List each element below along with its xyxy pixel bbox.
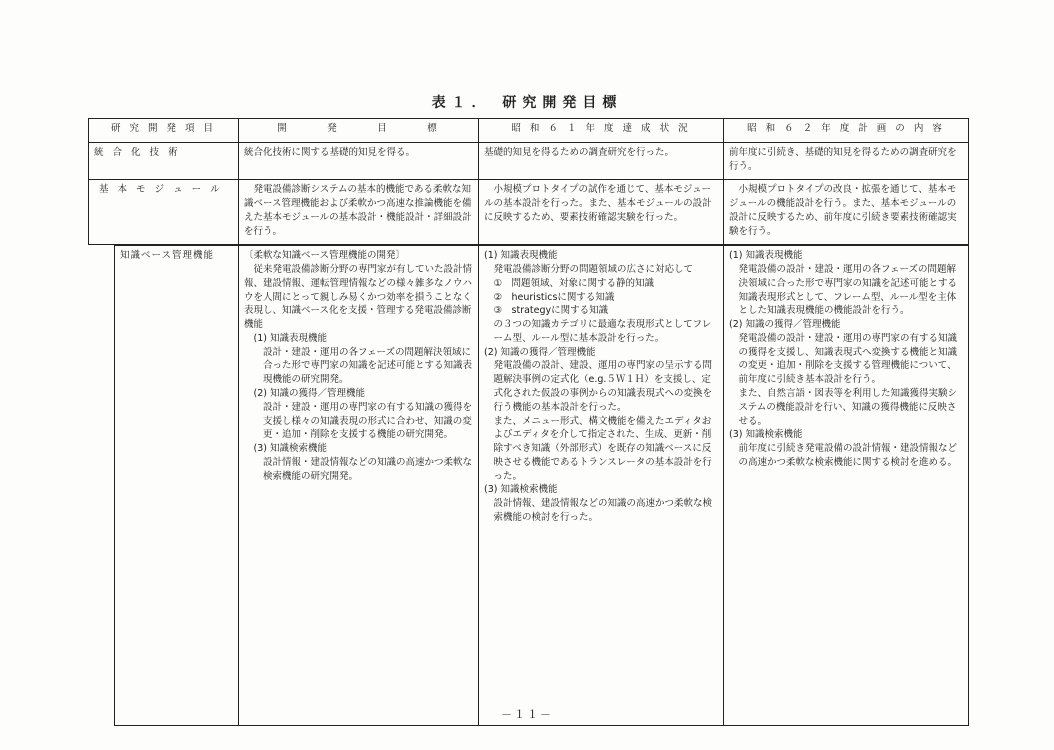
section-body: 発電設備の設計、建設、運用の専門家の呈示する問題解決事例の定式化（e.g.５Ｗ１Ｈ）を支援し、定式化された仮設の事例からの知識表現式への変換を行う機能の基本設計を行った。 (493, 360, 713, 413)
sub-plan-column (724, 246, 969, 726)
section-tail: の３つの知識カテゴリに最適な表現形式としてフレーム型、ルール型に基本設計を行った。 (493, 319, 712, 344)
status-section (484, 483, 718, 524)
row-plan-integration: 前年度に引続き、基礎的知見を得るための調査研究を行う。 (724, 142, 969, 180)
row-status-integration: 基礎的知見を得るための調査研究を行った。 (479, 142, 724, 180)
section-number: (1) (484, 250, 498, 262)
research-goals-table (88, 118, 969, 726)
status-bullet: ② heuristicsに関する知識 (493, 291, 615, 303)
knowledge-base-subtable (89, 245, 970, 726)
section-number: (2) (729, 319, 743, 331)
status-section (484, 249, 718, 345)
section-body: 設計情報・建設情報などの知識の高速かつ柔軟な検索機能の研究開発。 (263, 456, 473, 482)
page-number: －１１－ (501, 708, 553, 721)
column-header-plan: 昭 和 ６ ２ 年 度 計 画 の 内 容 (724, 119, 969, 143)
table-row (89, 142, 969, 180)
section-title: 知識の獲得／管理機能 (500, 346, 596, 358)
section-number: (2) (253, 388, 267, 400)
section-title: 知識の獲得／管理機能 (745, 319, 841, 331)
row-item-basic-module: 基 本 モ ジ ュ ー ル (89, 180, 239, 245)
goal-section (244, 387, 473, 442)
nested-cell-wrapper (89, 245, 969, 727)
spacer-cell (89, 246, 115, 726)
row-status-basic-module: 小規模プロトタイプの試作を通じて、基本モジュールの基本設計を行った。また、基本モジュールの設計に反映するため、要素技術確認実験を行った。 (479, 180, 724, 245)
page-title: 表１． 研究開発目標 (431, 95, 623, 111)
section-title: 知識表現機能 (745, 250, 803, 262)
goal-section (244, 332, 473, 387)
row-plan-basic-module: 小規模プロトタイプの改良・拡張を通じて、基本モジュールの機能設計を行う。また、基本モジュールの設計に反映するため、前年度に引続き要素技術確認実験を行う。 (724, 180, 969, 245)
section-body: 設計情報、建設情報などの知識の高速かつ柔軟な検索機能の検討を行った。 (493, 498, 713, 523)
subtable-row (89, 246, 969, 726)
row-item-integration: 統 合 化 技 術 (89, 142, 239, 180)
section-body: また、自然言語・図表等を利用した知識獲得実験システムの機能設計を行い、知識の獲得機能に反映させる。 (738, 388, 958, 427)
section-number: (3) (484, 484, 498, 496)
section-lead: 発電設備診断分野の問題領域の広さに対応して (493, 264, 694, 276)
status-section (484, 346, 718, 484)
plan-section (729, 249, 963, 318)
section-title: 知識表現機能 (500, 250, 558, 262)
goal-section (244, 442, 473, 483)
row-goal-integration: 統合化技術に関する基礎的知見を得る。 (239, 142, 479, 180)
section-body: 設計・建設・運用の各フェーズの問題解決領域に合った形で専門家の知識を記述可能とする知識表現機能の研究開発。 (263, 346, 473, 386)
row-goal-basic-module: 発電設備診断システムの基本的機能である柔軟な知識ベース管理機能および柔軟かつ高速な推論機能を備えた基本モジュールの基本設計・機能設計・詳細設計を行う。 (239, 180, 479, 245)
section-title: 知識検索機能 (745, 429, 803, 441)
section-number: (2) (484, 346, 498, 358)
section-body: 発電設備の設計・建設・運用の専門家の有する知識の獲得を支援し、知識表現式へ変換する機能と知識の変更・追加・削除を支援する管理機能について、前年度に引続き基本設計を行う。 (738, 332, 958, 386)
sub-status-column (479, 246, 724, 726)
sublabel-knowledge-base: 知識ベース管理機能 (115, 246, 239, 726)
section-body: また、メニュー形式、構文機能を備えたエディタおよびエディタを介して指定された、生成、更新・削除すべき知識（外部形式）を既存の知識ベースに反映させる機能であるトランスレータの基本設計を行った。 (493, 415, 712, 482)
section-body: 前年度に引続き発電設備の設計情報・建設情報などの高速かつ柔軟な検索機能に関する検討を進める。 (738, 443, 958, 468)
table-row (89, 180, 969, 245)
plan-section (729, 318, 963, 428)
column-header-goal: 開 発 目 標 (239, 119, 479, 143)
section-title: 知識の獲得／管理機能 (270, 388, 366, 400)
status-bullet: ③ strategyに関する知識 (493, 305, 609, 317)
section-body: 設計・建設・運用の専門家の有する知識の獲得を支援し様々の知識表現の形式に合わせ、知識の変更・追加・削除を支援する機能の研究開発。 (263, 401, 473, 441)
section-title: 知識検索機能 (270, 443, 328, 455)
section-title: 知識表現機能 (270, 332, 328, 344)
column-header-item: 研 究 開 発 項 目 (89, 119, 239, 143)
section-body: 発電設備の設計・建設・運用の各フェーズの問題解決領域に合った形で専門家の知識を記述可能とする知識表現形式として、フレーム型、ルール型を主体とした知識表現機能の機能設計を行う。 (738, 264, 958, 317)
table-row-nested (89, 245, 969, 727)
section-number: (1) (253, 332, 267, 344)
section-number: (1) (729, 250, 743, 262)
section-title: 知識検索機能 (500, 484, 558, 496)
section-number: (3) (253, 443, 267, 455)
sub-goal-column: 〔柔軟な知識ベース管理機能の開発〕 従来発電設備診断分野の専門家が有していた設計情報、建設情報、運転管理情報などの様々雑多なノウハウを人間にとって親しみ易くかつ効率を損うことなく表現し、知識ベース化を支援・管理する発電設備診断機能 (1) 知識表現機能 設計・建設・運用の各フェーズの問題解決領域に合った形で専門家の知識を記述可能とする知識表現機能の研究開発。 (2) 知識の獲得／管理機能 設計・建設・運用の専門家の有する知識の獲得を支援し様々の知識表現の形式に合わせ、知識の変更・追加・削除を支援する機能の研究開発。 (3) 知識検索機能 設計情報・建設情報などの知識の高速かつ柔軟な検索機能の研究開発。 (239, 246, 479, 726)
column-header-status: 昭 和 ６ １ 年 度 達 成 状 況 (479, 119, 724, 143)
status-bullet: ① 問題領域、対象に関する静的知識 (493, 277, 655, 289)
plan-section (729, 428, 963, 469)
table-header-row (89, 119, 969, 143)
section-number: (3) (729, 429, 743, 441)
